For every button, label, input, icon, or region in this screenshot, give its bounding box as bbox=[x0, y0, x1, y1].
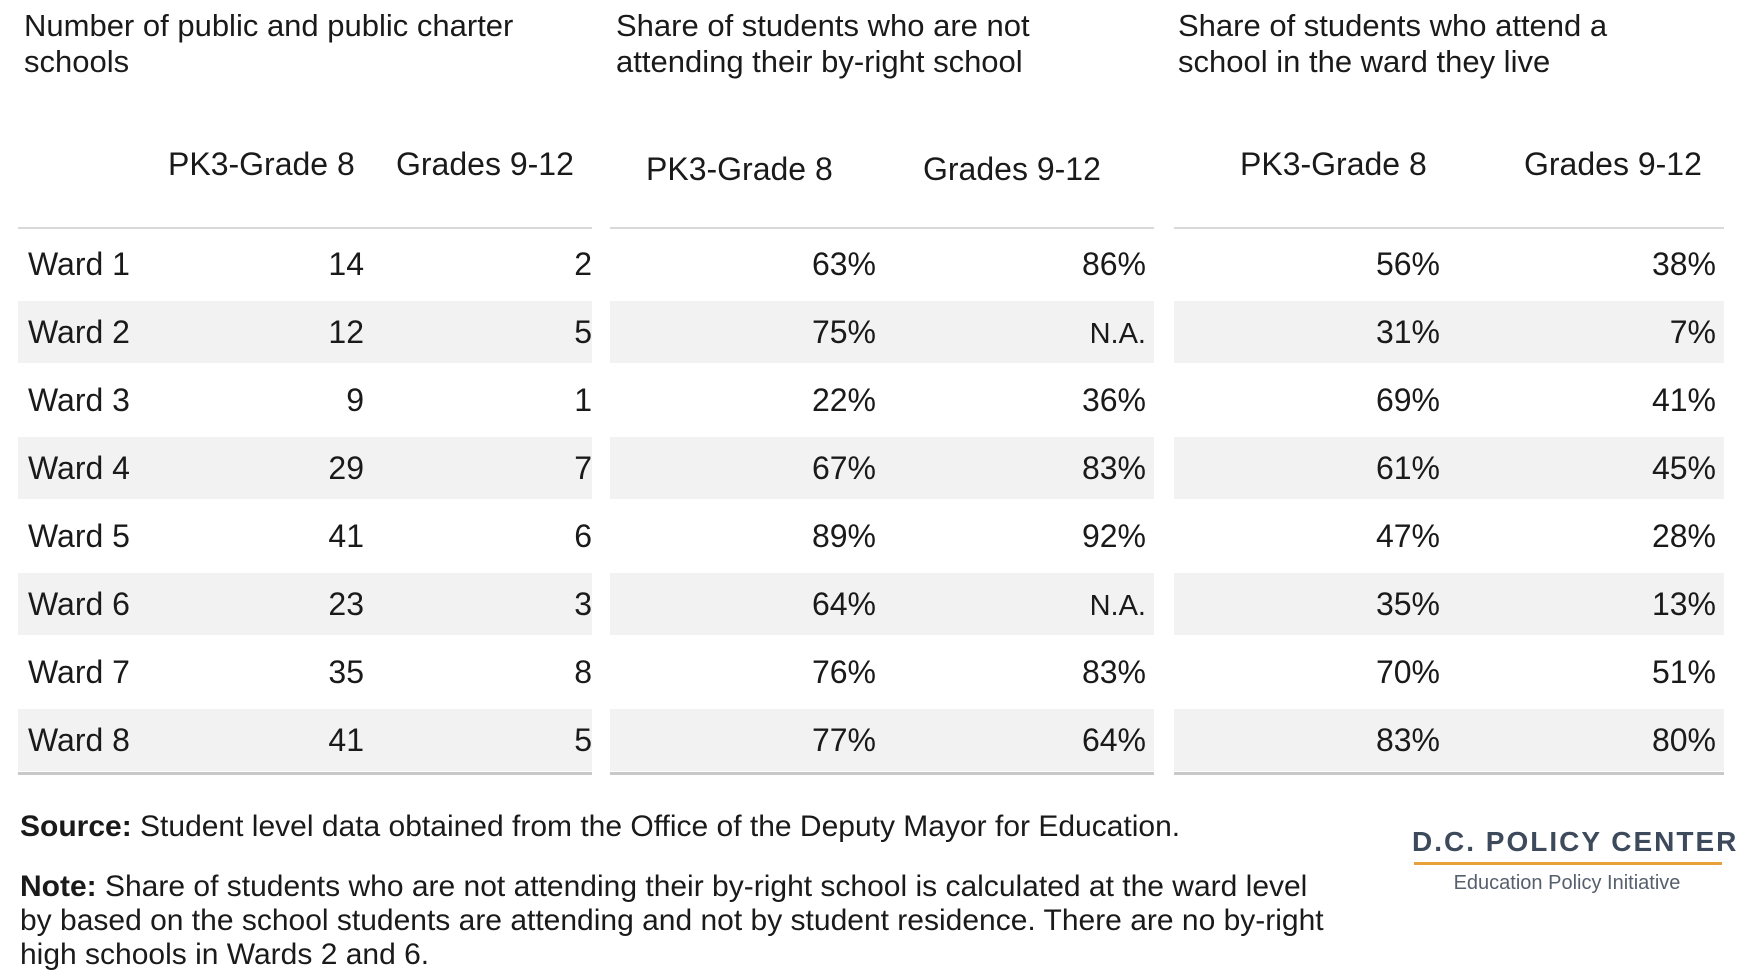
table-top-rule bbox=[18, 227, 592, 229]
table-cell: 41% bbox=[1651, 382, 1716, 418]
table-cell: 9 bbox=[346, 382, 364, 418]
table-cell: 63% bbox=[811, 246, 876, 282]
table-cell: 70% bbox=[1375, 654, 1440, 690]
col-head-counts-pk3: PK3-Grade 8 bbox=[168, 146, 355, 182]
table-cell: 7 bbox=[574, 450, 592, 486]
table-cell: 83% bbox=[1081, 450, 1146, 486]
source-footnote bbox=[20, 810, 1380, 844]
table-cell: 5 bbox=[574, 722, 592, 758]
col-head-ward-pk3: PK3-Grade 8 bbox=[1240, 146, 1427, 182]
table-cell: 67% bbox=[811, 450, 876, 486]
table-cell: 2 bbox=[574, 246, 592, 282]
table-cell: 45% bbox=[1651, 450, 1716, 486]
table-cell: 38% bbox=[1651, 246, 1716, 282]
table-cell: 8 bbox=[574, 654, 592, 690]
table-top-rule bbox=[1174, 227, 1724, 229]
group-title-school-counts: Number of public and public charter schools bbox=[24, 8, 514, 79]
col-head-byright-9-12: Grades 9-12 bbox=[923, 151, 1101, 187]
table-cell: 6 bbox=[574, 518, 592, 554]
table-cell: 14 bbox=[328, 246, 364, 282]
table-cell: 56% bbox=[1375, 246, 1440, 282]
table-cell: 76% bbox=[811, 654, 876, 690]
table-cell: 41 bbox=[328, 518, 364, 554]
table-cell: 1 bbox=[574, 382, 592, 418]
row-label: Ward 7 bbox=[28, 654, 130, 690]
table-bottom-rule bbox=[610, 772, 1154, 775]
row-label: Ward 2 bbox=[28, 314, 130, 350]
table-cell: 22% bbox=[811, 382, 876, 418]
table-cell: 47% bbox=[1375, 518, 1440, 554]
table-bottom-rule bbox=[18, 772, 592, 775]
table-cell: 29 bbox=[328, 450, 364, 486]
source-label: Source: bbox=[20, 810, 132, 843]
table-cell: 35% bbox=[1375, 586, 1440, 622]
table-cell: 51% bbox=[1651, 654, 1716, 690]
table-cell: 75% bbox=[811, 314, 876, 350]
row-label: Ward 3 bbox=[28, 382, 130, 418]
row-label: Ward 6 bbox=[28, 586, 130, 622]
table-cell: 13% bbox=[1651, 586, 1716, 622]
table-cell: 28% bbox=[1651, 518, 1716, 554]
note-text: Share of students who are not attending their by-right school is calculated at the ward level by based on the school students are attending and not by student residence. There are no by-right high schools in Wards 2 and 6. bbox=[20, 870, 1324, 971]
note-label: Note: bbox=[20, 870, 97, 903]
table-cell: 89% bbox=[811, 518, 876, 554]
table-cell: 3 bbox=[574, 586, 592, 622]
col-head-byright-pk3: PK3-Grade 8 bbox=[646, 151, 833, 187]
table-cell: 80% bbox=[1651, 722, 1716, 758]
table-cell: N.A. bbox=[1089, 590, 1146, 622]
table-top-rule bbox=[610, 227, 1154, 229]
table-cell: 35 bbox=[328, 654, 364, 690]
table-cell: 92% bbox=[1081, 518, 1146, 554]
row-label: Ward 8 bbox=[28, 722, 130, 758]
table-cell: 64% bbox=[811, 586, 876, 622]
table-cell: 7% bbox=[1669, 314, 1716, 350]
table-cell: 23 bbox=[328, 586, 364, 622]
logo-name: D.C. POLICY CENTER bbox=[1412, 826, 1739, 857]
table-bottom-rule bbox=[1174, 772, 1724, 775]
note-footnote bbox=[20, 870, 1340, 972]
logo-accent-line bbox=[1414, 862, 1722, 865]
group-title-same-ward: Share of students who attend a school in the ward they live bbox=[1178, 8, 1608, 79]
row-label: Ward 4 bbox=[28, 450, 130, 486]
table-cell: 77% bbox=[811, 722, 876, 758]
table-cell: 83% bbox=[1081, 654, 1146, 690]
table-cell: N.A. bbox=[1089, 318, 1146, 350]
col-head-ward-9-12: Grades 9-12 bbox=[1524, 146, 1702, 182]
table-cell: 61% bbox=[1375, 450, 1440, 486]
table-cell: 64% bbox=[1081, 722, 1146, 758]
table-cell: 86% bbox=[1081, 246, 1146, 282]
table-cell: 36% bbox=[1081, 382, 1146, 418]
row-label: Ward 5 bbox=[28, 518, 130, 554]
source-text: Student level data obtained from the Office of the Deputy Mayor for Education. bbox=[131, 810, 1181, 843]
row-label: Ward 1 bbox=[28, 246, 130, 282]
table-cell: 12 bbox=[328, 314, 364, 350]
table-cell: 69% bbox=[1375, 382, 1440, 418]
table-cell: 83% bbox=[1375, 722, 1440, 758]
table-cell: 31% bbox=[1375, 314, 1440, 350]
table-cell: 5 bbox=[574, 314, 592, 350]
group-title-not-by-right: Share of students who are not attending their by-right school bbox=[616, 8, 1030, 79]
logo-subtitle: Education Policy Initiative bbox=[1453, 872, 1681, 894]
col-head-counts-9-12: Grades 9-12 bbox=[396, 146, 574, 182]
table-cell: 41 bbox=[328, 722, 364, 758]
